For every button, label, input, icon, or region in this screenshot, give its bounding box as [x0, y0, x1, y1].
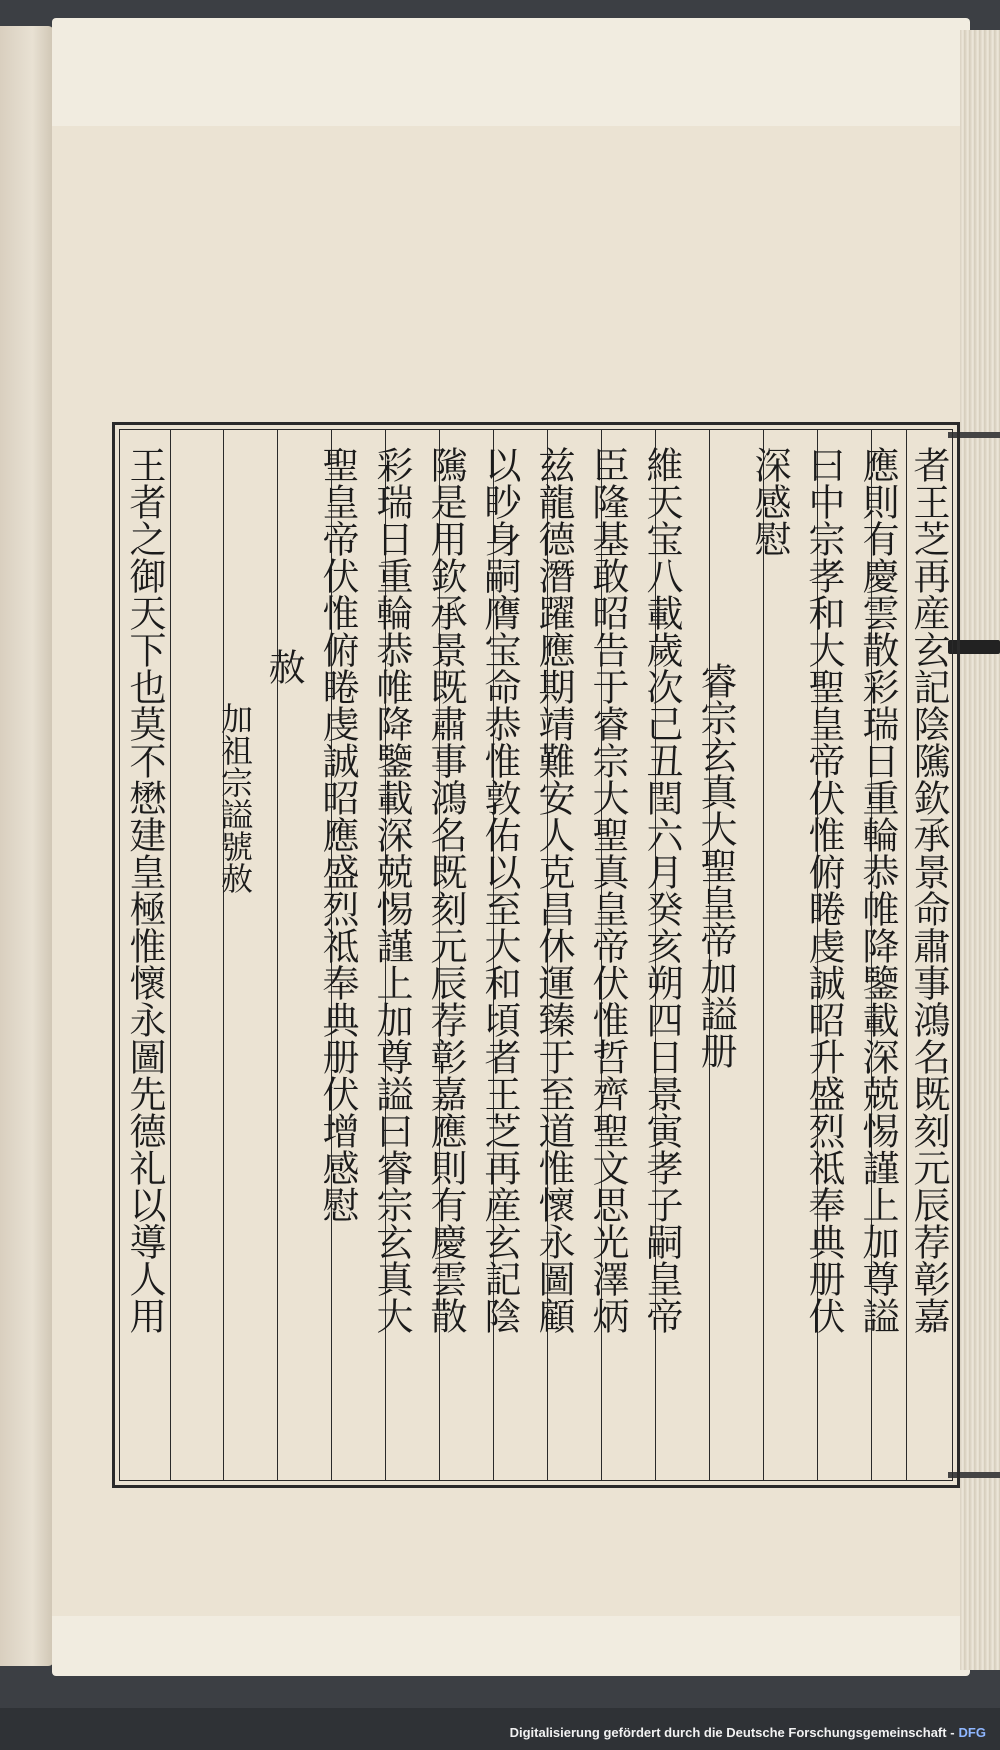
text-column-2: 應則有慶雲散彩瑞日重輪恭帷降鑒載深兢惕謹上加尊謚 [856, 446, 899, 1334]
text-column-14: 赦 [262, 648, 305, 685]
text-column-12: 彩瑞日重輪恭帷降鑒載深兢惕謹上加尊謚曰睿宗玄真大 [370, 446, 413, 1334]
left-page-edge [0, 26, 54, 1666]
text-column-7: 維天宝八載歲次己丑閏六月癸亥朔四日景寅孝子嗣皇帝 [640, 446, 683, 1334]
footer-credit [510, 1725, 986, 1740]
text-column-11: 隲是用欽承景既肅事鴻名既刻元辰荐彰嘉應則有慶雲散 [424, 446, 467, 1334]
text-column-heading: 睿宗玄真大聖皇帝加謚册 [694, 662, 737, 1069]
column-rule [277, 430, 278, 1480]
text-column-15: 加祖宗謚號赦 [216, 702, 254, 894]
inner-border [119, 429, 953, 1481]
text-column-4: 深感慰 [748, 446, 791, 557]
text-column-1: 者王芝再産玄記陰隲欽承景命肅事鴻名既刻元辰荐彰嘉 [907, 446, 950, 1334]
scan-footer-bar [0, 1708, 1000, 1750]
dfg-logo: DFG [958, 1725, 986, 1740]
printed-text-frame [112, 422, 960, 1488]
text-column-10: 以眇身嗣膺宝命恭惟敦佑以至大和頃者王芝再産玄記陰 [478, 446, 521, 1334]
column-rule [763, 430, 764, 1480]
text-column-9: 兹龍德潛躍應期靖難安人克昌休運臻于至道惟懷永圖顧 [532, 446, 575, 1334]
text-column-8: 臣隆基敢昭告于睿宗大聖真皇帝伏惟哲齊聖文思光澤炳 [586, 446, 629, 1334]
text-column-16: 王者之御天下也莫不懋建皇極惟懷永圖先德礼以導人用 [123, 446, 166, 1334]
column-rule [223, 430, 224, 1480]
page-stack-edge [960, 30, 1000, 1670]
text-column-13: 聖皇帝伏惟俯睠虔誠昭應盛烈祗奉典册伏增感慰 [316, 446, 359, 1223]
text-column-3: 曰中宗孝和大聖皇帝伏惟俯睠虔誠昭升盛烈祗奉典册伏 [802, 446, 845, 1334]
footer-credit-text: Digitalisierung gefördert durch die Deutsche Forschungsgemeinschaft - [509, 1725, 955, 1740]
